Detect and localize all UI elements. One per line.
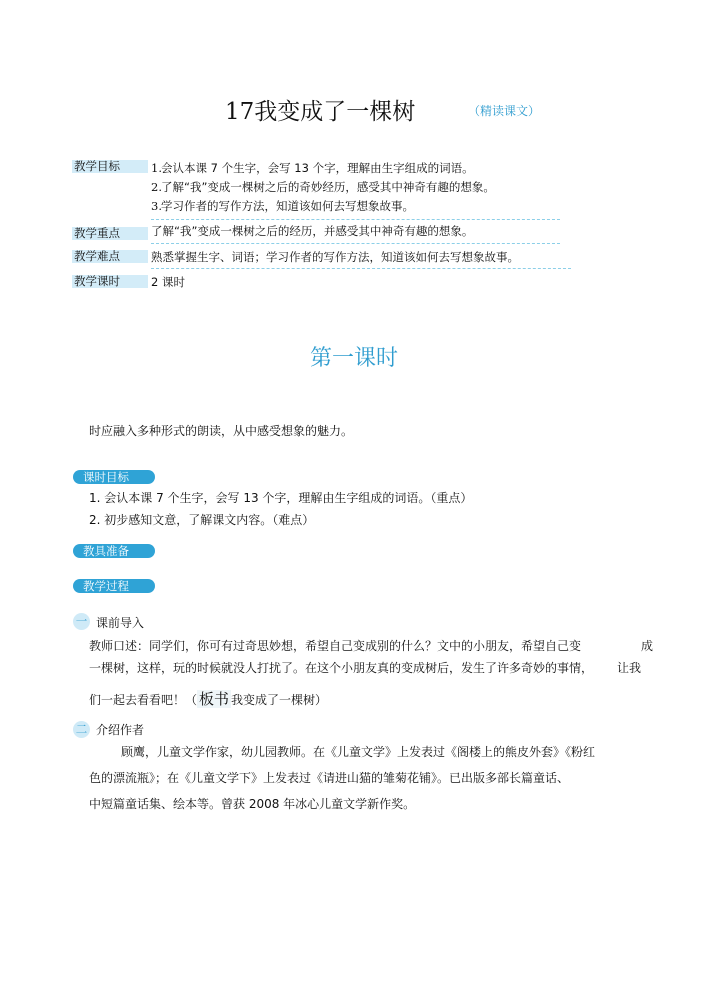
teaching-process-tag: 教学过程 [73, 579, 155, 593]
lesson-goals-tag: 课时目标 [73, 470, 155, 484]
section2-line-2: 色的漂流瓶》；在《儿童文学下》上发表过《请进山猫的雏菊花铺》。已出版多部长篇童话、 [89, 771, 570, 785]
section-title-2: 介绍作者 [96, 723, 145, 737]
section2-line-1: 顾鹰，儿童文学作家，幼儿园教师。在《儿童文学》上发表过《阁楼上的熊皮外套》《粉红 [121, 745, 596, 759]
label-teaching-key: 教学重点 [72, 227, 148, 240]
lesson-title: 第一课时 [310, 346, 399, 371]
divider [151, 268, 571, 269]
goal-item-1: 1.会认本课 7 个生字，会写 13 个字，理解由生字组成的词语。 [151, 161, 474, 175]
section2-line-3: 中短篇童话集、绘本等。曾获 2008 年冰心儿童文学新作奖。 [89, 797, 416, 811]
section1-line-1: 教师口述：同学们，你可有过奇思妙想，希望自己变成别的什么？文中的小朋友，希望自己变 [89, 639, 582, 653]
goal-item-2: 2.了解“我”变成一棵树之后的奇妙经历，感受其中神奇有趣的想象。 [151, 180, 495, 194]
teaching-key-text: 了解“我”变成一棵树之后的经历，并感受其中神奇有趣的想象。 [151, 224, 474, 238]
goal-item-3: 3.学习作者的写作方法，知道该如何去写想象故事。 [151, 199, 414, 213]
section-number-2: 二 [73, 721, 90, 738]
document-subtitle: （精读课文） [468, 104, 541, 118]
section-number-1: 一 [73, 613, 90, 630]
divider [151, 219, 560, 220]
lesson-goal-2: 2. 初步感知文意，了解课文内容。（难点） [89, 513, 315, 527]
teaching-difficulty-text: 熟悉掌握生字、词语；学习作者的写作方法，知道该如何去写想象故事。 [151, 250, 519, 264]
section1-line-2-end: 让我 [617, 661, 642, 675]
label-teaching-goals: 教学目标 [72, 160, 148, 173]
document-title: 17我变成了一棵树 [225, 99, 416, 125]
intro-text: 时应融入多种形式的朗读，从中感受想象的魅力。 [89, 424, 354, 438]
lesson-goal-1: 1. 会认本课 7 个生字，会写 13 个字，理解由生字组成的词语。（重点） [89, 491, 473, 505]
teaching-aids-tag: 教具准备 [73, 544, 155, 558]
section1-line-1-end: 成 [641, 639, 654, 653]
board-writing-tag: 板书 [199, 690, 230, 708]
section-title-1: 课前导入 [96, 616, 145, 630]
divider [151, 243, 560, 244]
teaching-hours-text: 2 课时 [151, 275, 185, 289]
section1-line-2: 一棵树，这样，玩的时候就没人打扰了。在这个小朋友真的变成树后，发生了许多奇妙的事情， [89, 661, 594, 675]
section1-line-3: 们一起去看看吧！（ 板书 我变成了一棵树） [89, 690, 328, 708]
label-teaching-hours: 教学课时 [72, 275, 148, 288]
label-teaching-difficulty: 教学难点 [72, 250, 148, 263]
